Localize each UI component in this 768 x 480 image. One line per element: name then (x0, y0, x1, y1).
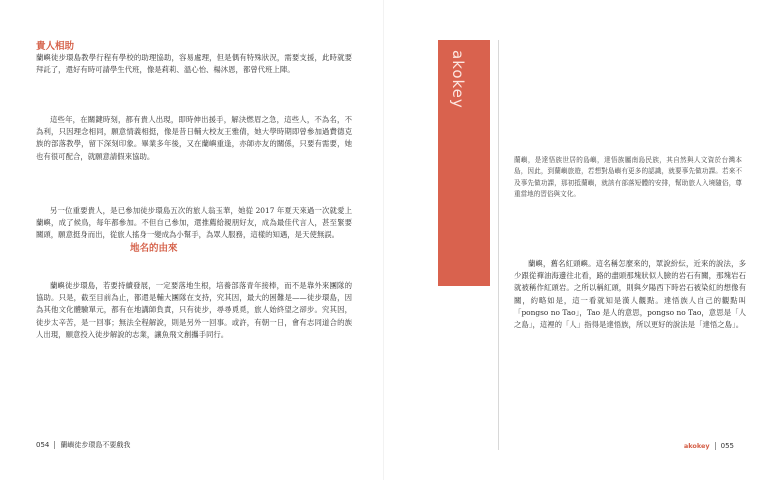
footer-divider (54, 441, 55, 449)
paragraph: 蘭嶼，舊名紅頭嶼。這名稱怎麼來的，眾說紛紜，近來的說法，多少跟從禪油海邊往北看，路的盡頭那塊狀似人臉的岩石有關，那塊岩石就被稱作紅頭岩。之所以稱紅頭，則與夕陽西下時岩石被染紅的想像有關，約略如是，這一看就知是漢人觀點。達悟族人自己的觀點叫「pongso no Tao」，Tao 是人的意思，pongso no Tao，意思是「人之島」，這裡的「人」指得是達悟族，所以更好的說法是「達悟之島」。 (514, 259, 746, 330)
panel-label: akokey (449, 50, 467, 109)
section-heading-patrons: 貴人相助 (36, 41, 75, 52)
paragraph: 蘭嶼徒步環島，若要持續發展，一定要落地生根，培養部落青年接棒，而不是靠外來團隊的協助。只是，截至目前為止，都還是輔大團隊在支持，究其因，最大的困難是——徒步環島，因為其他文化體驗單元，都有在地講師負責，只有徒步，尋尋覓覓，旅人始終望之卻步。究其因，徒步太辛苦，是一回事；無法全程解說，則是另外一回事。或許，有朝一日，會有志同道合的族人出現，願意投入徒步解說的志業，讓魚飛文創攜手同行。 (36, 281, 352, 339)
brand-label: akokey (683, 442, 710, 450)
page-number: 054 (36, 441, 50, 449)
page-number: 055 (720, 442, 734, 450)
footer-divider (715, 442, 716, 450)
column-divider (498, 40, 499, 450)
paragraph: 另一位重要貴人，是已參加徒步環島五次的旅人翁玉華，她從 2017 年夏天來過一次就愛上蘭嶼，成了候鳥，每年都參加。不但自己參加，還推薦給親朋好友，成為最佳代言人，甚至緊要關頭，願意挺身而出，從旅人搖身一變成為小幫手，為眾人服務，這樣的知遇，是天使無誤。 (36, 206, 352, 240)
paragraph: 蘭嶼徒步環島教學行程有學校的助理協助，容易處理，但是偶有特殊狀況，需要支援，此時就要拜託了，還好有時可請學生代班，像是莉莉、溫心怡、楊沐恩，都曾代班上陣。 (36, 53, 352, 75)
book-title: 蘭嶼徒步環島不要戲我 (60, 441, 131, 449)
sidebar-note: 蘭嶼，是達悟族世居的島嶼，達悟族屬南島民族，其自然與人文資於台灣本島，因此，到蘭嶼旅遊，若想對島嶼有更多的認識，就要事先做功課。若來不及事先做功課，那初抵蘭嶼，就該有部落短體的安排，幫助旅人入境隨俗，尊重當地的習俗與文化。 (514, 156, 742, 199)
book-gutter (383, 0, 384, 480)
page-footer-left (36, 440, 130, 450)
page-footer-right (684, 442, 734, 450)
section-heading-place-name: 地名的由來 (130, 243, 178, 254)
paragraph: 這些年，在關鍵時刻，都有貴人出現，即時伸出援手，解決燃眉之急，這些人，不為名，不為利，只因理念相同，願意情義相挺，像是昔日輔大校友王雅倩，她大學時期即曾參加過費德克族的部落教學，留下深刻印象。畢業多年後，又在蘭嶼重逢，亦師亦友的關係，只要有需要，她也有很可配合，就願意請假來協助。 (36, 115, 352, 161)
accent-panel (438, 40, 490, 286)
